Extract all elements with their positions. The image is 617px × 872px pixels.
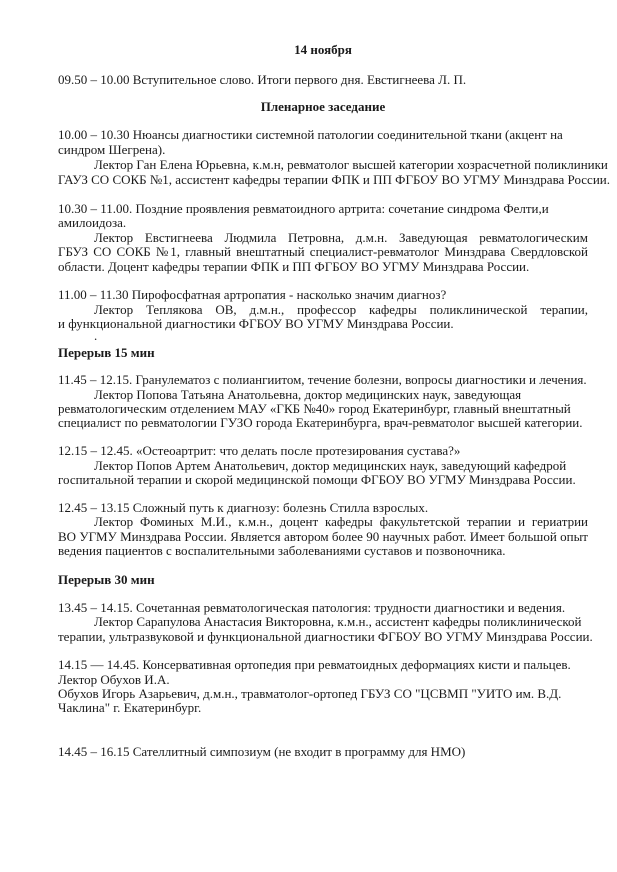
lecturer-info-cont: ведения пациентов с воспалительными заболеваниями суставов и позвоночника. [58,543,506,558]
talk-title: 12.15 – 12.45. «Остеоартрит: что делать после протезирования сустава?» [58,443,461,458]
break-30: Перерыв 30 мин [58,572,155,587]
lecturer-info: Обухов Игорь Азарьевич, д.м.н., травматолог-ортопед ГБУЗ СО "ЦСВМП "УИТО им. В.Д. [58,686,562,701]
lecturer-name: Лектор Обухов И.А. [58,672,170,687]
lecturer-info-cont: госпитальной терапии и скорой медицинской помощи ФГБОУ ВО УГМУ Минздрава России. [58,472,576,487]
satellite-symposium: 14.45 – 16.15 Сателлитный симпозиум (не входит в программу для НМО) [58,744,466,759]
lecturer-info-cont: области. Доцент кафедры терапии ФПК и ПП ФГБОУ ВО УГМУ Минздрава России. [58,259,530,274]
lecturer-info: Лектор Ган Елена Юрьевна, к.м.н, ревматолог высшей категории хозрасчетной поликлиники [94,157,608,172]
page-title: 14 ноября [294,42,352,57]
opening-session: 09.50 – 10.00 Вступительное слово. Итоги первого дня. Евстигнеева Л. П. [58,72,467,87]
lecturer-info-cont: специалист по ревматологии ГУЗО города Екатеринбурга, врач-ревматолог высшей категории. [58,415,583,430]
talk-title: 11.00 – 11.30 Пирофосфатная артропатия - насколько значим диагноз? [58,287,447,302]
lecturer-info: Лектор Теплякова ОВ, д.м.н., профессор кафедры поликлинической терапии, [94,302,588,317]
lecturer-info-cont: ГАУЗ СО СОКБ №1, ассистент кафедры терапии ФПК и ПП ФГБОУ ВО УГМУ Минздрава России. [58,172,610,187]
plenary-heading: Пленарное заседание [260,99,386,114]
lecturer-info: Лектор Попова Татьяна Анатольевна, доктор медицинских наук, заведующая [94,387,522,402]
stray-dot: . [94,328,98,343]
talk-title: 13.45 – 14.15. Сочетанная ревматологическая патология: трудности диагностики и ведения. [58,600,566,615]
talk-title: 14.15 — 14.45. Консервативная ортопедия при ревматоидных деформациях кисти и пальцев. [58,657,571,672]
lecturer-info-cont: терапии, ультразвуковой и функциональной диагностики ФГБОУ ВО УГМУ Минздрава России. [58,629,593,644]
lecturer-info: Лектор Попов Артем Анатольевич, доктор медицинских наук, заведующий кафедрой [94,458,567,473]
lecturer-info: Лектор Фоминых М.И., к.м.н., доцент кафедры факультетской терапии и гериатрии [94,514,588,529]
talk-title-cont: синдром Шегрена). [58,142,166,157]
lecturer-info-cont: ГБУЗ СО СОКБ №1, главный внештатный специалист-ревматолог Минздрава Свердловской [58,244,588,259]
talk-title-cont: амилоидоза. [58,215,127,230]
break-15: Перерыв 15 мин [58,345,155,360]
lecturer-info-cont: и функциональной диагностики ФГБОУ ВО УГМУ Минздрава России. [58,316,454,331]
lecturer-info-cont: ревматологическим отделением МАУ «ГКБ №40» город Екатеринбург, главный внештатный [58,401,571,416]
talk-title: 10.30 – 11.00. Поздние проявления ревматоидного артрита: сочетание синдрома Фелти,и [58,201,549,216]
lecturer-info-cont: Чаклина" г. Екатеринбург. [58,700,202,715]
talk-title: 10.00 – 10.30 Нюансы диагностики системной патологии соединительной ткани (акцент на [58,127,563,142]
lecturer-info: Лектор Сарапулова Анастасия Викторовна, к.м.н., ассистент кафедры поликлинической [94,614,582,629]
talk-title: 11.45 – 12.15. Гранулематоз с полиангиитом, течение болезни, вопросы диагностики и лечения. [58,372,587,387]
lecturer-info: Лектор Евстигнеева Людмила Петровна, д.м.н. Заведующая ревматологическим [94,230,588,245]
talk-title: 12.45 – 13.15 Сложный путь к диагнозу: болезнь Стилла взрослых. [58,500,429,515]
lecturer-info-cont: ВО УГМУ Минздрава России. Является автором более 90 научных работ. Имеет большой опыт [58,529,588,544]
